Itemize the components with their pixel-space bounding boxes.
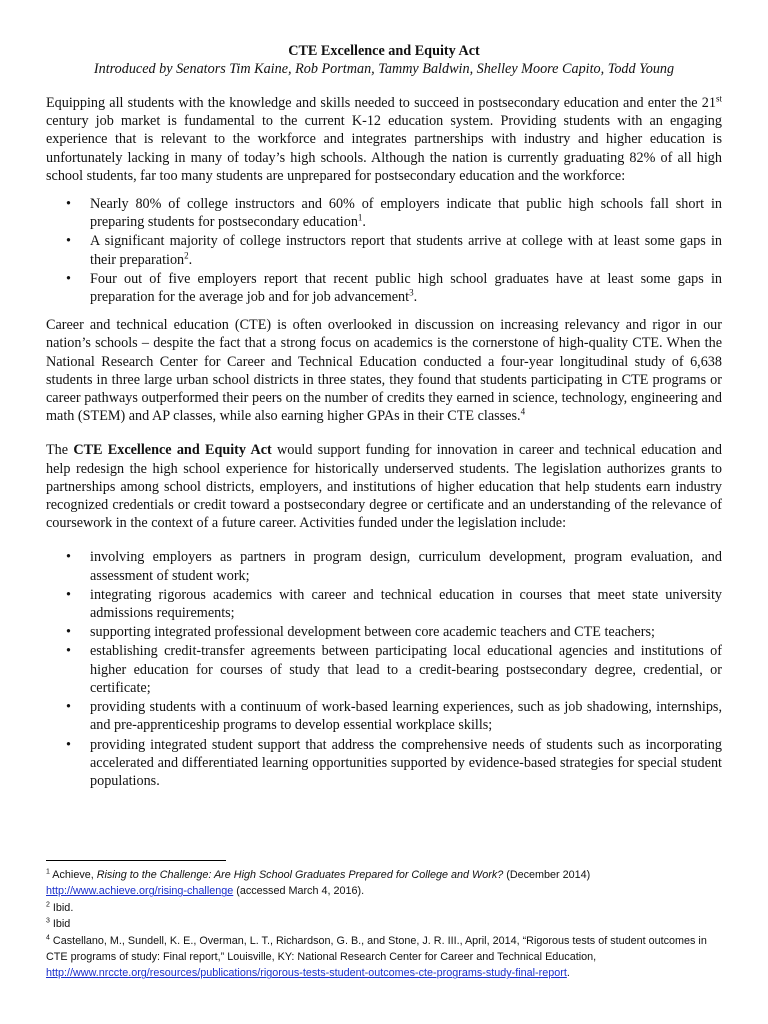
- footnote-2: $^2$ Ibid.: [46, 901, 74, 914]
- bullet-icon: •: [66, 736, 71, 753]
- bullet-icon: •: [66, 586, 71, 603]
- stats-bullet-list: [46, 195, 722, 306]
- list-item: • involving employers as partners in program design, curriculum development, program evaluation, and assessment of student work;: [66, 549, 722, 584]
- activities-bullet-list: [46, 548, 722, 790]
- document-subtitle: Introduced by Senators Tim Kaine, Rob Portman, Tammy Baldwin, Shelley Moore Capito, Todd Young: [93, 61, 675, 77]
- cte-paragraph: Career and technical education (CTE) is often overlooked in discussion on increasing relevancy and rigor in our nation’s schools – despite the fact that a strong focus on academics is the cornerstone of high-quality CTE. When the National Research Center for Career and Technical Education conducted a four-year longitudinal study of 6,638 students in three large urban school districts in three states, they found that students participating in CTE programs or career pathways outperformed their peers on the number of credits they earned in science, technology, engineering and math (STEM) and AP classes, while also earning higher GPAs in their CTE classes.$^4$: [46, 317, 722, 425]
- footnote-1-link[interactable]: http://www.achieve.org/rising-challenge: [46, 885, 234, 898]
- act-name: CTE Excellence and Equity Act: [73, 442, 272, 459]
- bullet-icon: •: [66, 270, 71, 287]
- footnote-1: $^1$ Achieve, Rising to the Challenge: Are High School Graduates Prepared for College and Work? (December 2014) http://www.achieve.org/rising-challenge (accessed March 4, 2016).: [46, 868, 591, 898]
- bullet-icon: •: [66, 549, 71, 566]
- bullet-icon: •: [66, 643, 71, 660]
- list-item: • integrating rigorous academics with career and technical education in courses that meet state university admissions requirements;: [66, 586, 722, 622]
- bullet-icon: •: [66, 699, 71, 716]
- intro-paragraph: Equipping all students with the knowledge and skills needed to succeed in postsecondary education and enter the 21st century job market is fundamental to the current K-12 education system. Providing students with an engaging experience that is relevant to the workforce and integrates partnerships with industry and higher education is unfortunately lacking in many of today’s high schools. Although the nation is currently graduating 82% of all high school students, far too many students are unprepared for postsecondary education and the workforce:: [46, 93, 722, 184]
- list-item: • A significant majority of college instructors report that students arrive at college with at least some gaps in their preparation$^2$.: [66, 233, 722, 268]
- bullet-icon: •: [66, 233, 71, 250]
- list-item: • establishing credit-transfer agreements between participating local educational agencies and institutions of higher education for courses of study that lead to a credit-bearing postsecondary degree, credential, or certificate;: [66, 643, 722, 696]
- list-item: • Four out of five employers report that recent public high school graduates have at least some gaps in preparation for the average job and for job advancement$^3$.: [66, 270, 722, 306]
- list-item: • Nearly 80% of college instructors and 60% of employers indicate that public high schools fall short in preparing students for postsecondary education$^1$.: [66, 196, 722, 231]
- bullet-icon: •: [66, 196, 71, 213]
- list-item: • providing students with a continuum of work-based learning experiences, such as job shadowing, internships, and pre-apprenticeship programs to develop essential workplace skills;: [66, 699, 722, 734]
- list-item: • providing integrated student support that address the comprehensive needs of students such as incorporating accelerated and differentiated learning opportunities supported by evidence-based strategies for special student populations.: [66, 736, 722, 789]
- footnotes: [46, 860, 722, 982]
- document-title: CTE Excellence and Equity Act: [288, 43, 480, 59]
- act-paragraph: The CTE Excellence and Equity Act would support funding for innovation in career and technical education and help redesign the high school experience for historically underserved students. The legislation authorizes grants to partnerships among school districts, employers, and institutions of higher education that help students earn industry recognized credentials or credit toward a postsecondary degree or certificate and an understanding of the relevance of coursework in the context of a future career. Activities funded under the legislation include:: [46, 442, 723, 532]
- footnote-divider: [46, 860, 226, 861]
- footnote-4-link[interactable]: http://www.nrccte.org/resources/publications/rigorous-tests-student-outcomes-cte-programs-study-final-report: [46, 967, 567, 980]
- footnote-4: $^4$ Castellano, M., Sundell, K. E., Overman, L. T., Richardson, G. B., and Stone, J. R. III., April, 2014, “Rigorous tests of student outcomes in CTE programs of study: Final report,” Louisville, KY: National Research Center for Career and Technical Education, http://www.nrccte.org/resources/publications/rigorous-tests-student-outcomes-cte-programs-study-final-report.: [46, 934, 707, 980]
- footnote-3: $^3$ Ibid: [46, 917, 71, 931]
- list-item: • supporting integrated professional development between core academic teachers and CTE teachers;: [66, 624, 655, 641]
- bullet-icon: •: [66, 624, 71, 641]
